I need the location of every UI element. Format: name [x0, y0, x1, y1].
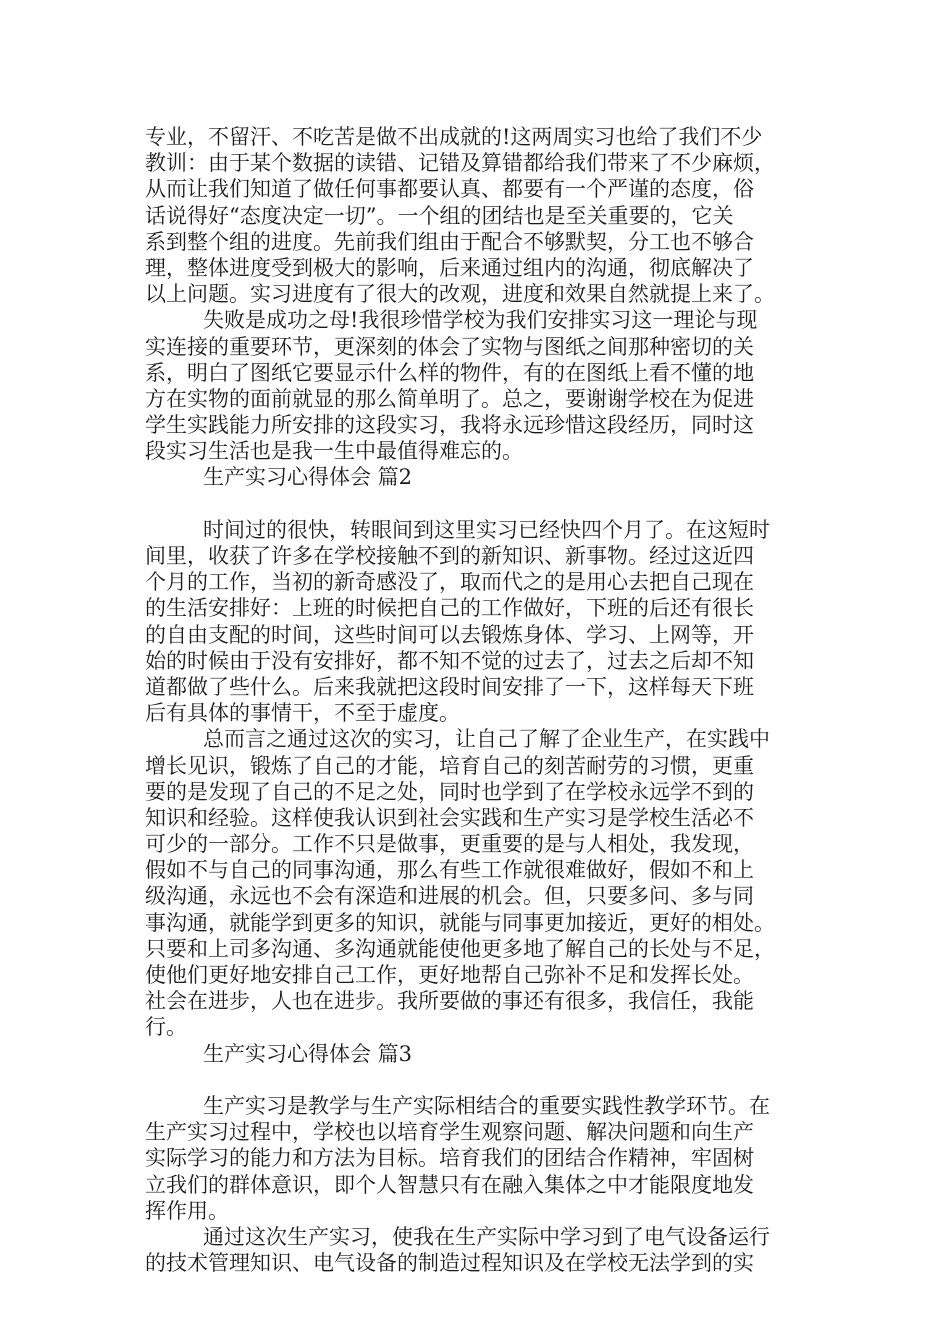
document-page	[145, 124, 825, 1276]
paragraph	[145, 726, 825, 1040]
blank-line	[145, 491, 825, 517]
text-line: 实连接的重要环节，更深刻的体会了实物与图纸之间那种密切的关	[145, 334, 754, 359]
text-line: 总而言之通过这次的实习，让自己了解了企业生产，在实践中	[203, 727, 770, 752]
text-line: 道都做了些什么。后来我就把这段时间安排了一下，这样每天下班	[145, 674, 754, 699]
text-line: 行。	[145, 1015, 187, 1040]
paragraph	[145, 1224, 825, 1276]
paragraph	[145, 307, 825, 464]
text-line: 生产实习是教学与生产实际相结合的重要实践性教学环节。在	[203, 1093, 770, 1118]
text-line: 学生实践能力所安排的这段实习，我将永远珍惜这段经历，同时这	[145, 413, 754, 438]
text-line: 始的时候由于没有安排好，都不知不觉的过去了，过去之后却不知	[145, 648, 754, 673]
text-line: 只要和上司多沟通、多沟通就能使他更多地了解自己的长处与不足，	[145, 936, 775, 961]
section-heading: 生产实习心得体会 篇3	[203, 1041, 413, 1066]
text-line: 事沟通，就能学到更多的知识，就能与同事更加接近，更好的相处。	[145, 910, 775, 935]
text-line: 系，明白了图纸它要显示什么样的物件，有的在图纸上看不懂的地	[145, 360, 754, 385]
text-line: 教训：由于某个数据的读错、记错及算错都给我们带来了不少麻烦，	[145, 151, 775, 176]
text-line: 话说得好“态度决定一切”。一个组的团结也是至关重要的，它关	[145, 203, 734, 228]
text-line: 时间过的很快，转眼间到这里实习已经快四个月了。在这短时	[203, 517, 770, 542]
text-line: 可少的一部分。工作不只是做事，更重要的是与人相处，我发现，	[145, 832, 754, 857]
text-line: 的生活安排好：上班的时候把自己的工作做好，下班的后还有很长	[145, 596, 754, 621]
text-line: 间里，收获了许多在学校接触不到的新知识、新事物。经过这近四	[145, 544, 754, 568]
text-line: 实际学习的能力和方法为目标。培育我们的团结合作精神，牢固树	[145, 1146, 754, 1171]
text-line: 专业，不留汗、不吃苦是做不出成就的!这两周实习也给了我们不少	[145, 125, 763, 149]
text-line: 知识和经验。这样使我认识到社会实践和生产实习是学校生活必不	[145, 805, 754, 830]
paragraph	[145, 517, 825, 727]
text-line: 通过这次生产实习，使我在生产实际中学习到了电气设备运行	[203, 1224, 770, 1249]
text-line: 以上问题。实习进度有了很大的改观，进度和效果自然就提上来了。	[145, 282, 775, 307]
text-line: 从而让我们知道了做任何事都要认真、都要有一个严谨的态度，俗	[145, 177, 754, 202]
text-line: 立我们的群体意识，即个人智慧只有在融入集体之中才能限度地发	[145, 1172, 754, 1197]
text-line: 社会在进步，人也在进步。我所要做的事还有很多，我信任，我能	[145, 989, 754, 1014]
text-line: 个月的工作，当初的新奇感没了，取而代之的是用心去把自己现在	[145, 570, 754, 595]
text-line: 失败是成功之母!我很珍惜学校为我们安排实习这一理论与现	[203, 308, 758, 333]
text-line: 挥作用。	[145, 1198, 229, 1223]
text-line: 的自由支配的时间，这些时间可以去锻炼身体、学习、上网等，开	[145, 622, 754, 647]
text-line: 理，整体进度受到极大的影响，后来通过组内的沟通，彻底解决了	[145, 255, 754, 280]
text-line: 段实习生活也是我一生中最值得难忘的。	[145, 439, 523, 464]
text-line: 后有具体的事情干，不至于虚度。	[145, 701, 460, 726]
blank-line	[145, 1067, 825, 1093]
text-line: 系到整个组的进度。先前我们组由于配合不够默契，分工也不够合	[145, 229, 754, 254]
text-line: 要的是发现了自己的不足之处，同时也学到了在学校永远学不到的	[145, 779, 754, 804]
paragraph	[145, 124, 825, 307]
text-line: 生产实习过程中，学校也以培育学生观察问题、解决问题和向生产	[145, 1120, 754, 1145]
text-line: 假如不与自己的同事沟通，那么有些工作就很难做好，假如不和上	[145, 858, 754, 883]
text-line: 级沟通，永远也不会有深造和进展的机会。但，只要多问、多与同	[145, 884, 754, 909]
text-line: 增长见识，锻炼了自己的才能，培育自己的刻苦耐劳的习惯，更重	[145, 753, 754, 778]
text-line: 方在实物的面前就显的那么简单明了。总之，要谢谢学校在为促进	[145, 386, 754, 411]
paragraph	[145, 1093, 825, 1224]
text-line: 的技术管理知识、电气设备的制造过程知识及在学校无法学到的实	[145, 1251, 754, 1276]
text-line: 使他们更好地安排自己工作，更好地帮自己弥补不足和发挥长处。	[145, 963, 754, 987]
section-heading: 生产实习心得体会 篇2	[203, 465, 413, 490]
